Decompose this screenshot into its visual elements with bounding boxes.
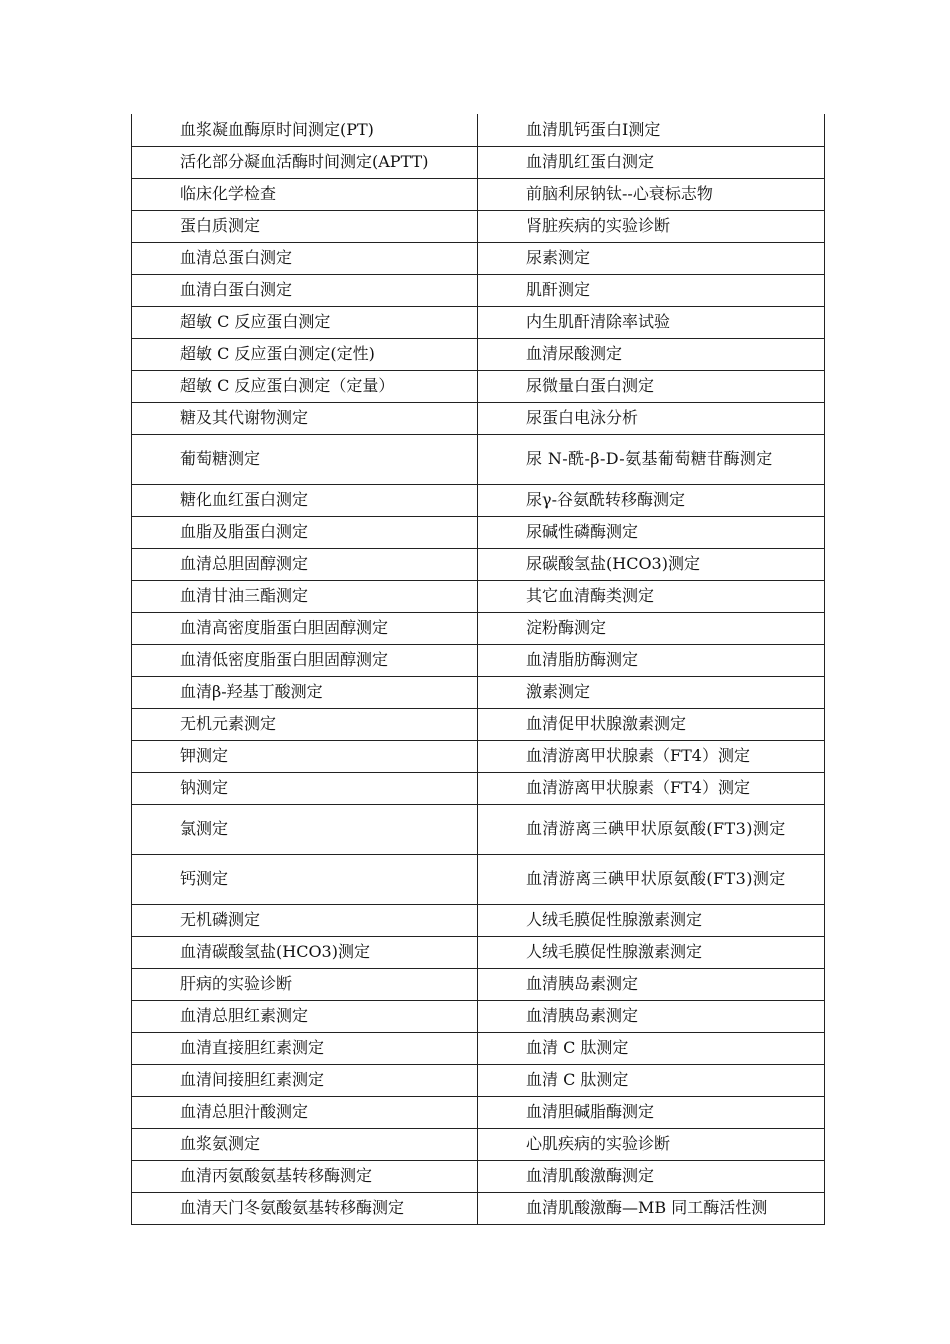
left-cell: 超敏 C 反应蛋白测定 [132, 306, 478, 338]
table-row [132, 708, 825, 740]
left-cell: 氯测定 [132, 804, 478, 854]
left-cell: 活化部分凝血活酶时间测定(APTT) [132, 146, 478, 178]
left-cell: 血清β-羟基丁酸测定 [132, 676, 478, 708]
table-row [132, 338, 825, 370]
left-cell: 无机磷测定 [132, 904, 478, 936]
left-cell: 血清碳酸氢盐(HCO3)测定 [132, 936, 478, 968]
left-cell: 肝病的实验诊断 [132, 968, 478, 1000]
right-cell: 血清胰岛素测定 [478, 1000, 825, 1032]
left-cell: 血脂及脂蛋白测定 [132, 516, 478, 548]
test-items-table [131, 114, 825, 1225]
left-cell: 血清甘油三酯测定 [132, 580, 478, 612]
table-row [132, 854, 825, 904]
left-cell: 钠测定 [132, 772, 478, 804]
left-cell: 无机元素测定 [132, 708, 478, 740]
table-row [132, 402, 825, 434]
right-cell: 血清肌酸激酶—MB 同工酶活性测 [478, 1192, 825, 1224]
right-cell: 血清胆碱脂酶测定 [478, 1096, 825, 1128]
table-row [132, 434, 825, 484]
right-cell: 血清游离甲状腺素（FT4）测定 [478, 740, 825, 772]
right-cell: 血清 C 肽测定 [478, 1032, 825, 1064]
table-row [132, 1160, 825, 1192]
right-cell: 淀粉酶测定 [478, 612, 825, 644]
left-cell: 钾测定 [132, 740, 478, 772]
left-cell: 血清总胆固醇测定 [132, 548, 478, 580]
right-cell: 血清肌酸激酶测定 [478, 1160, 825, 1192]
table-row [132, 370, 825, 402]
table-row [132, 904, 825, 936]
table-row [132, 580, 825, 612]
right-cell [478, 434, 825, 484]
table-row [132, 936, 825, 968]
right-cell: 肌酐测定 [478, 274, 825, 306]
left-cell: 血浆凝血酶原时间测定(PT) [132, 114, 478, 146]
table-row [132, 612, 825, 644]
right-cell: 尿微量白蛋白测定 [478, 370, 825, 402]
left-cell: 血清间接胆红素测定 [132, 1064, 478, 1096]
left-cell: 血清高密度脂蛋白胆固醇测定 [132, 612, 478, 644]
left-cell: 葡萄糖测定 [132, 434, 478, 484]
right-cell: 前脑利尿钠钛--心衰标志物 [478, 178, 825, 210]
right-cell: 血清促甲状腺激素测定 [478, 708, 825, 740]
left-cell: 钙测定 [132, 854, 478, 904]
table-row [132, 210, 825, 242]
right-cell: 肾脏疾病的实验诊断 [478, 210, 825, 242]
right-cell: 血清脂肪酶测定 [478, 644, 825, 676]
table-row [132, 484, 825, 516]
table-row [132, 1000, 825, 1032]
table-row [132, 804, 825, 854]
table-row [132, 676, 825, 708]
table-row [132, 306, 825, 338]
right-cell: 尿蛋白电泳分析 [478, 402, 825, 434]
right-cell [478, 804, 825, 854]
left-cell: 超敏 C 反应蛋白测定（定量） [132, 370, 478, 402]
left-cell: 血清总胆汁酸测定 [132, 1096, 478, 1128]
right-cell: 其它血清酶类测定 [478, 580, 825, 612]
right-cell: 血清游离甲状腺素（FT4）测定 [478, 772, 825, 804]
table-row [132, 548, 825, 580]
left-cell: 血清总胆红素测定 [132, 1000, 478, 1032]
right-cell: 血清 C 肽测定 [478, 1064, 825, 1096]
table-row [132, 1064, 825, 1096]
left-cell: 血清白蛋白测定 [132, 274, 478, 306]
table-row [132, 516, 825, 548]
right-cell [478, 854, 825, 904]
right-cell: 尿γ-谷氨酰转移酶测定 [478, 484, 825, 516]
left-cell: 血浆氨测定 [132, 1128, 478, 1160]
table-row [132, 146, 825, 178]
table-row [132, 114, 825, 146]
table-row [132, 740, 825, 772]
right-cell: 内生肌酐清除率试验 [478, 306, 825, 338]
right-cell: 尿碱性磷酶测定 [478, 516, 825, 548]
right-cell: 血清尿酸测定 [478, 338, 825, 370]
left-cell: 血清天门冬氨酸氨基转移酶测定 [132, 1192, 478, 1224]
table-row [132, 178, 825, 210]
left-cell: 血清总蛋白测定 [132, 242, 478, 274]
left-cell: 临床化学检查 [132, 178, 478, 210]
right-cell: 心肌疾病的实验诊断 [478, 1128, 825, 1160]
right-cell: 血清肌钙蛋白Ⅰ测定 [478, 114, 825, 146]
right-cell: 尿素测定 [478, 242, 825, 274]
table-row [132, 1032, 825, 1064]
right-cell-text: 血清游离三碘甲状原氨酸(FT3)测定 [526, 819, 786, 838]
left-cell: 糖化血红蛋白测定 [132, 484, 478, 516]
right-cell: 血清肌红蛋白测定 [478, 146, 825, 178]
left-cell: 血清丙氨酸氨基转移酶测定 [132, 1160, 478, 1192]
right-cell-text: 血清游离三碘甲状原氨酸(FT3)测定 [526, 869, 786, 888]
right-cell: 激素测定 [478, 676, 825, 708]
table-row [132, 968, 825, 1000]
table-row [132, 772, 825, 804]
table-row [132, 1096, 825, 1128]
right-cell: 尿碳酸氢盐(HCO3)测定 [478, 548, 825, 580]
right-cell: 血清胰岛素测定 [478, 968, 825, 1000]
table-row [132, 644, 825, 676]
table-row [132, 1192, 825, 1224]
left-cell: 超敏 C 反应蛋白测定(定性) [132, 338, 478, 370]
left-cell: 血清直接胆红素测定 [132, 1032, 478, 1064]
left-cell: 蛋白质测定 [132, 210, 478, 242]
table-body [132, 114, 825, 1224]
table-row [132, 1128, 825, 1160]
right-cell: 人绒毛膜促性腺激素测定 [478, 936, 825, 968]
left-cell: 血清低密度脂蛋白胆固醇测定 [132, 644, 478, 676]
table-row [132, 274, 825, 306]
left-cell: 糖及其代谢物测定 [132, 402, 478, 434]
right-cell: 人绒毛膜促性腺激素测定 [478, 904, 825, 936]
table-row [132, 242, 825, 274]
right-cell-text: 尿 N-酰-β-D-氨基葡萄糖苷酶测定 [526, 449, 773, 468]
